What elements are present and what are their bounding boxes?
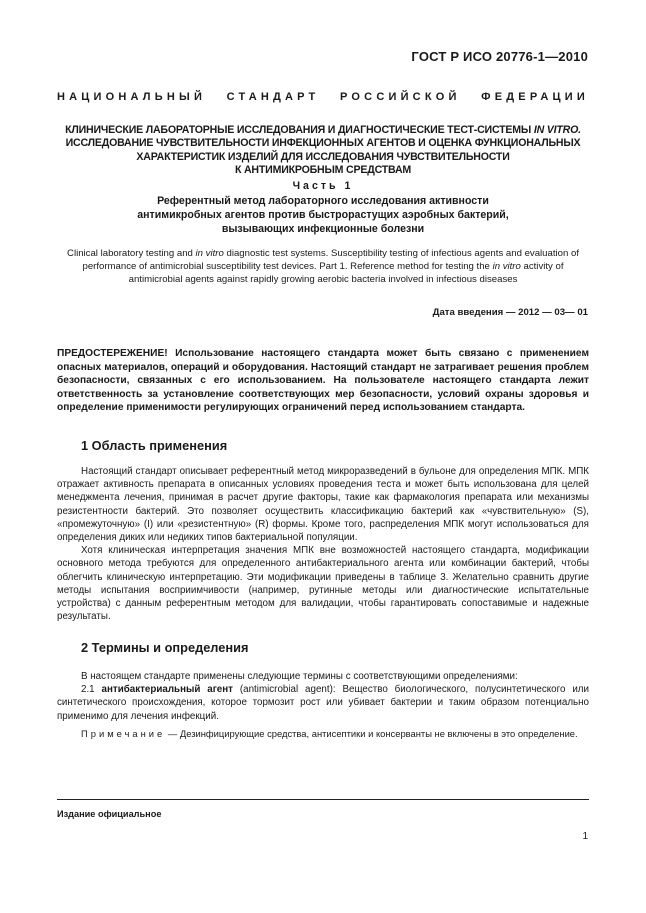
- document-subtitle: [100, 194, 546, 236]
- title-line-4: К АНТИМИКРОБНЫМ СРЕДСТВАМ: [234, 163, 412, 176]
- official-edition-label: Издание официальное: [57, 809, 162, 819]
- introduction-date: Дата введения — 2012 — 03— 01: [432, 307, 588, 318]
- term-number: 2.1: [81, 684, 102, 696]
- subtitle-line-3: вызывающих инфекционные болезни: [221, 223, 425, 235]
- note-paragraph: [57, 727, 589, 740]
- page-number: 1: [582, 831, 588, 842]
- section-2-body: [57, 670, 589, 723]
- term-name: антибактериальный агент: [101, 684, 233, 696]
- section-2-heading: 2 Термины и определения: [81, 640, 249, 655]
- section-1-paragraph-1: Настоящий стандарт описывает референтный метод микроразведений в бульоне для определения МПК. МПК отражает активность препарата в описанных условиях проведения теста и может быть использована для целей менеджмента лечения, принимая в расчет другие факторы, такие как фармакология препарата или механизмы резистентности бактерий. Это позволяет осуществить классификацию бактерий как «чувствительную» (S), «промежуточную» (I) или «резистентную» (R) формы. Кроме того, распределения МПК могут использоваться для определения диких или недиких типов бактериальной популяции.: [57, 466, 589, 544]
- document-number: ГОСТ Р ИСО 20776-1—2010: [411, 49, 588, 64]
- english-title-part: diagnostic test systems. Susceptibility testing of infectious agents and evaluation of performance of antimicrobial susceptibility test devices. Part 1. Reference method for testing the: [82, 248, 579, 272]
- subtitle-line-1: Референтный метод лабораторного исследования активности: [157, 195, 489, 207]
- section-1-paragraph-2: Хотя клиническая интерпретация значения МПК вне возможностей настоящего стандарта, модификации основного метода требуются для определенного антибактериального агента или комбинации бактерий, чтобы облегчить клиническую интерпретацию. Эти модификации приведены в таблице 3. Желательно сравнить другие методы испытания восприимчивости (например, рутинные методы или диагностические испытательные устройства) с данным референтным методом для валидации, чтобы гарантировать сопоставимые и надежные результаты.: [57, 545, 589, 623]
- note-text: — Дезинфицирующие средства, антисептики и консерванты не включены в это определение.: [165, 728, 578, 739]
- title-line-2: ИССЛЕДОВАНИЕ ЧУВСТВИТЕЛЬНОСТИ ИНФЕКЦИОННЫХ АГЕНТОВ И ОЦЕНКА ФУНКЦИОНАЛЬНЫХ: [65, 137, 581, 150]
- section-2-paragraph-1: В настоящем стандарте применены следующие термины с соответствующими определениями:: [81, 671, 518, 682]
- section-2-paragraph-2: [57, 683, 589, 723]
- title-line-1: КЛИНИЧЕСКИЕ ЛАБОРАТОРНЫЕ ИССЛЕДОВАНИЯ И ДИАГНОСТИЧЕСКИЕ ТЕСТ-СИСТЕМЫ: [65, 124, 534, 136]
- title-in-vitro: IN VITRO.: [533, 124, 581, 136]
- title-line-3: ХАРАКТЕРИСТИК ИЗДЕЛИЙ ДЛЯ ИССЛЕДОВАНИЯ ЧУВСТВИТЕЛЬНОСТИ: [136, 150, 510, 163]
- english-title: [57, 247, 589, 286]
- english-title-italic: in vitro: [492, 261, 521, 272]
- warning-paragraph: ПРЕДОСТЕРЕЖЕНИЕ! Использование настоящего стандарта может быть связано с применением опасных материалов, операций и оборудования. Настоящий стандарт не затрагивает решения проблем безопасности, связанных с его использованием. На пользователе настоящего стандарта лежит ответственность за установление соответствующих мер безопасности, условий охраны здоровья и определение применимости регулирующих ограничений перед использованием стандарта.: [57, 348, 589, 413]
- footer-divider: [57, 799, 589, 800]
- section-1-body: [57, 465, 589, 623]
- term-definition: (antimicrobial agent): Вещество биологического, полусинтетического или синтетического происхождения, которое тормозит рост или убивает бактерии и таким образом потенциально применимо для лечения инфекций.: [57, 684, 589, 722]
- english-title-part: Clinical laboratory testing and: [67, 248, 196, 259]
- subtitle-line-2: антимикробных агентов против быстрорастущих аэробных бактерий,: [137, 209, 509, 221]
- section-1-heading: 1 Область применения: [81, 438, 228, 453]
- note-label: Примечание: [81, 728, 166, 739]
- part-label: Часть 1: [292, 180, 354, 192]
- english-title-part: activity of antimicrobial agents against rapidly growing aerobic bacteria involved in infectious diseases: [128, 261, 564, 285]
- national-standard-banner: НАЦИОНАЛЬНЫЙ СТАНДАРТ РОССИЙСКОЙ ФЕДЕРАЦИИ: [57, 91, 589, 103]
- document-title: [57, 124, 589, 177]
- english-title-italic: in vitro: [195, 248, 224, 259]
